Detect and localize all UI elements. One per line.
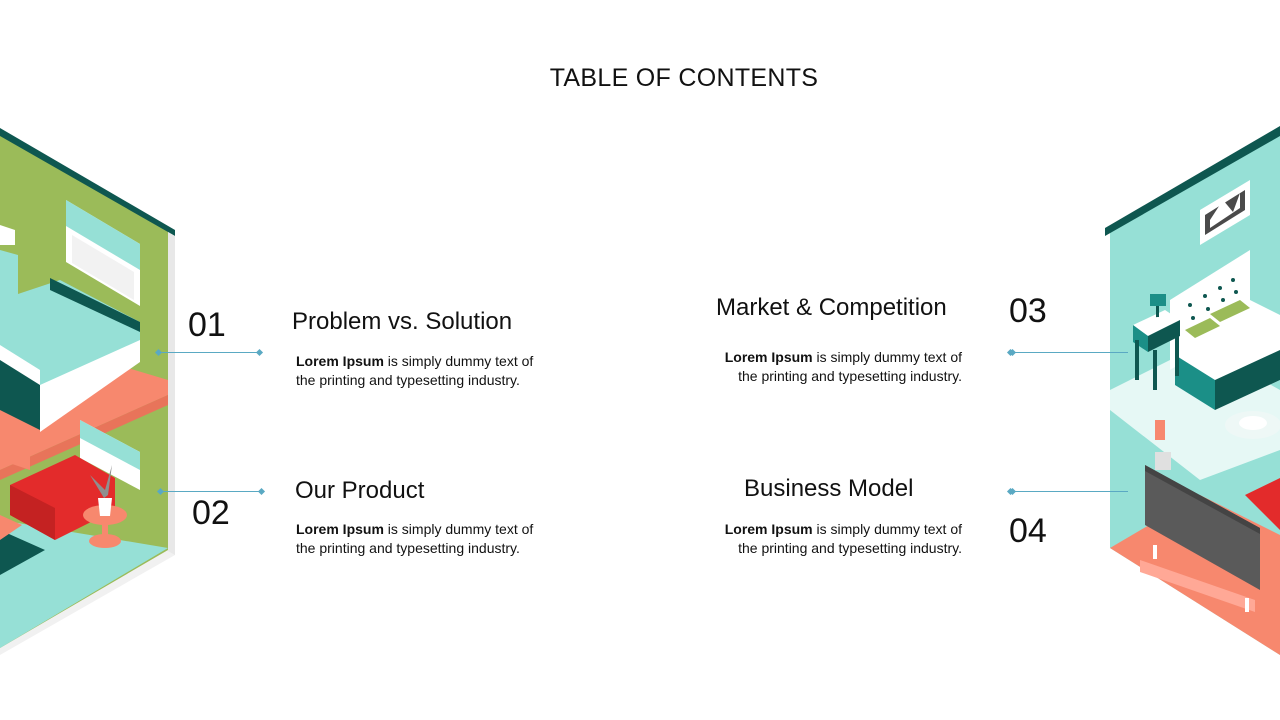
item-heading-04: Business Model [744, 475, 914, 502]
description-bold: Lorem Ipsum [724, 349, 813, 365]
item-description-01 [296, 352, 546, 390]
description-text: is simply dummy text of the printing and typesetting industry. [738, 521, 962, 556]
description-bold: Lorem Ipsum [296, 521, 384, 537]
item-number-02: 02 [192, 494, 230, 532]
isometric-bedroom-icon [1105, 0, 1280, 720]
item-heading-03: Market & Competition [716, 294, 947, 321]
item-description-04 [712, 520, 962, 558]
connector-line-02 [158, 491, 262, 492]
item-number-01: 01 [188, 306, 226, 344]
item-description-02 [296, 520, 546, 558]
description-bold: Lorem Ipsum [296, 353, 384, 369]
description-text: is simply dummy text of the printing and typesetting industry. [738, 349, 962, 384]
connector-line-03 [1010, 352, 1128, 353]
item-number-03: 03 [1009, 292, 1047, 330]
item-number-04: 04 [1009, 512, 1047, 550]
page-title: TABLE OF CONTENTS [549, 64, 819, 92]
isometric-house-icon [0, 0, 185, 720]
connector-line-04 [1010, 491, 1128, 492]
item-heading-02: Our Product [295, 477, 425, 504]
item-description-03 [712, 348, 962, 386]
description-bold: Lorem Ipsum [724, 521, 813, 537]
item-heading-01: Problem vs. Solution [292, 308, 513, 335]
connector-line-01 [156, 352, 260, 353]
description-text: is simply dummy text of the printing and typesetting industry. [296, 353, 534, 388]
description-text: is simply dummy text of the printing and typesetting industry. [296, 521, 534, 556]
